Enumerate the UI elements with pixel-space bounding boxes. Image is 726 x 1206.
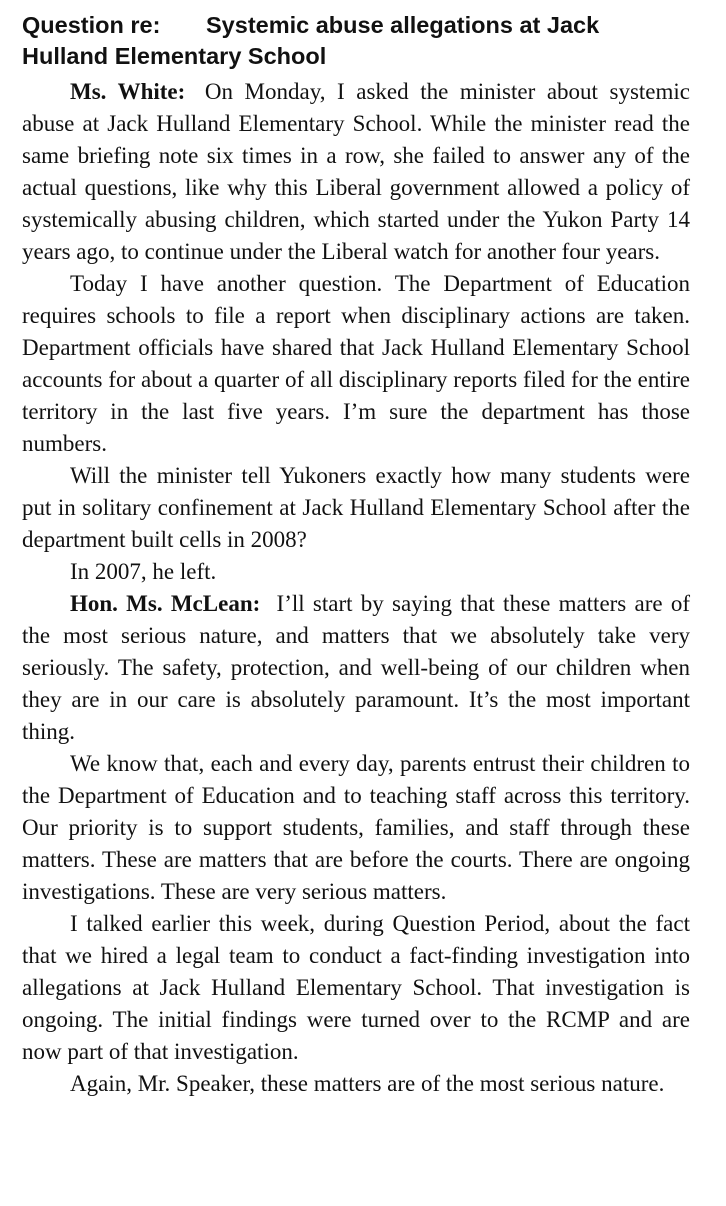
paragraph-2007: [22, 556, 690, 588]
heading-prefix: Question re:: [22, 12, 161, 38]
paragraph-text: I talked earlier this week, during Question Period, about the fact that we hired a legal team to conduct a fact-finding investigation into allegations at Jack Hulland Elementary School. That investigation is ongoing. The initial findings were turned over to the RCMP and are now part of that investigation.: [22, 911, 690, 1064]
paragraph-legal-team: [22, 908, 690, 1068]
paragraph-closing: [22, 1068, 690, 1100]
paragraph-text: Will the minister tell Yukoners exactly how many students were put in solitary confinement at Jack Hulland Elementary School after the department built cells in 2008?: [22, 463, 690, 552]
heading-subject: Systemic abuse allegations at Jack Hulland Elementary School: [22, 12, 600, 69]
paragraph-disciplinary-reports: [22, 268, 690, 460]
speaker-name: Hon. Ms. McLean:: [70, 591, 261, 616]
paragraph-text: In 2007, he left.: [70, 559, 217, 584]
paragraph-text: I’ll start by saying that these matters are of the most serious nature, and matters that we absolutely take very seriously. The safety, protection, and well-being of our children when they are in our care is absolutely paramount. It’s the most important thing.: [22, 591, 691, 744]
transcript-body: [22, 76, 690, 1100]
paragraph-parents-entrust: [22, 748, 690, 908]
paragraph-text: On Monday, I asked the minister about systemic abuse at Jack Hulland Elementary School. While the minister read the same briefing note six times in a row, she failed to answer any of the actual questions, like why this Liberal government allowed a policy of systemically abusing children, which started under the Yukon Party 14 years ago, to continue under the Liberal watch for another four years.: [22, 79, 690, 264]
paragraph-mclean-answer: [22, 588, 690, 748]
hansard-page: [22, 10, 690, 1100]
speaker-name: Ms. White:: [70, 79, 186, 104]
paragraph-text: We know that, each and every day, parents entrust their children to the Department of Education and to teaching staff across this territory. Our priority is to support students, families, and staff through these matters. These are matters that are before the courts. There are ongoing investigations. These are very serious matters.: [22, 751, 690, 904]
paragraph-text: Again, Mr. Speaker, these matters are of the most serious nature.: [70, 1071, 665, 1096]
paragraph-text: Today I have another question. The Department of Education requires schools to file a report when disciplinary actions are taken. Department officials have shared that Jack Hulland Elementary School accounts for about a quarter of all disciplinary reports filed for the entire territory in the last five years. I’m sure the department has those numbers.: [22, 271, 690, 456]
paragraph-solitary-question: [22, 460, 690, 556]
question-heading: [22, 10, 690, 72]
paragraph-white-question: [22, 76, 690, 268]
